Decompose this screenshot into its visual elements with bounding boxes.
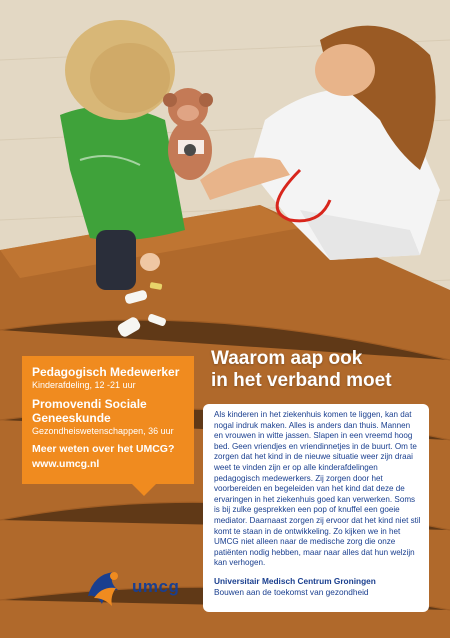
logo-text: umcg <box>132 577 180 596</box>
job-subtitle-1: Kinderafdeling, 12 -21 uur <box>32 380 136 390</box>
more-info-question: Meer weten over het UMCG? <box>32 443 175 455</box>
organization-tagline: Bouwen aan de toekomst van gezondheid <box>214 586 369 597</box>
vacancies-card <box>22 356 194 484</box>
headline <box>211 348 441 392</box>
headline-line-1: Waarom aap ook <box>211 348 363 369</box>
umcg-logo-icon <box>84 566 130 610</box>
umcg-logo[interactable] <box>84 566 204 610</box>
job-subtitle-2: Gezondheiswetenschappen, 36 uur <box>32 426 174 436</box>
job-title-2[interactable]: Promovendi Sociale Geneeskunde <box>32 397 147 425</box>
job-title-1[interactable]: Pedagogisch Medewerker <box>32 365 180 379</box>
article-panel <box>203 404 429 612</box>
organization-name: Universitair Medisch Centrum Groningen <box>214 575 376 586</box>
headline-line-2: in het verband moet <box>211 370 392 391</box>
speech-bubble-tail <box>132 484 156 496</box>
article-body: Als kinderen in het ziekenhuis komen te liggen, kan dat nogal indruk maken. Alles is anders dan thuis. Mannen en vrouwen in witte jassen. Slapen in een vreemd hoog bed. Geen vriendjes en vriendinnetjes in de buurt. Om te zorgen dat het kind in de nieuwe situatie weer zijn draai weet te vinden zijn er op alle kinderafdelingen pedagogisch medewerkers. Zij zorgen door het voorbereiden en begeleiden van het kind dat deze de ervaringen in het ziekenhuis goed kan verwerken. Soms is bij zulke gesprekken een pop of knuffel een goeie mediator. Daarnaast zorgen zij ervoor dat het kind niet stil komt te staan in de ontwikkeling. Zo kijken we in het UMCG niet alleen naar de medische zorg die onze patiënten nodig hebben, maar naar alles dat hun welzijn kan verhogen. <box>214 410 421 568</box>
umcg-website-link[interactable]: www.umcg.nl <box>32 458 100 470</box>
